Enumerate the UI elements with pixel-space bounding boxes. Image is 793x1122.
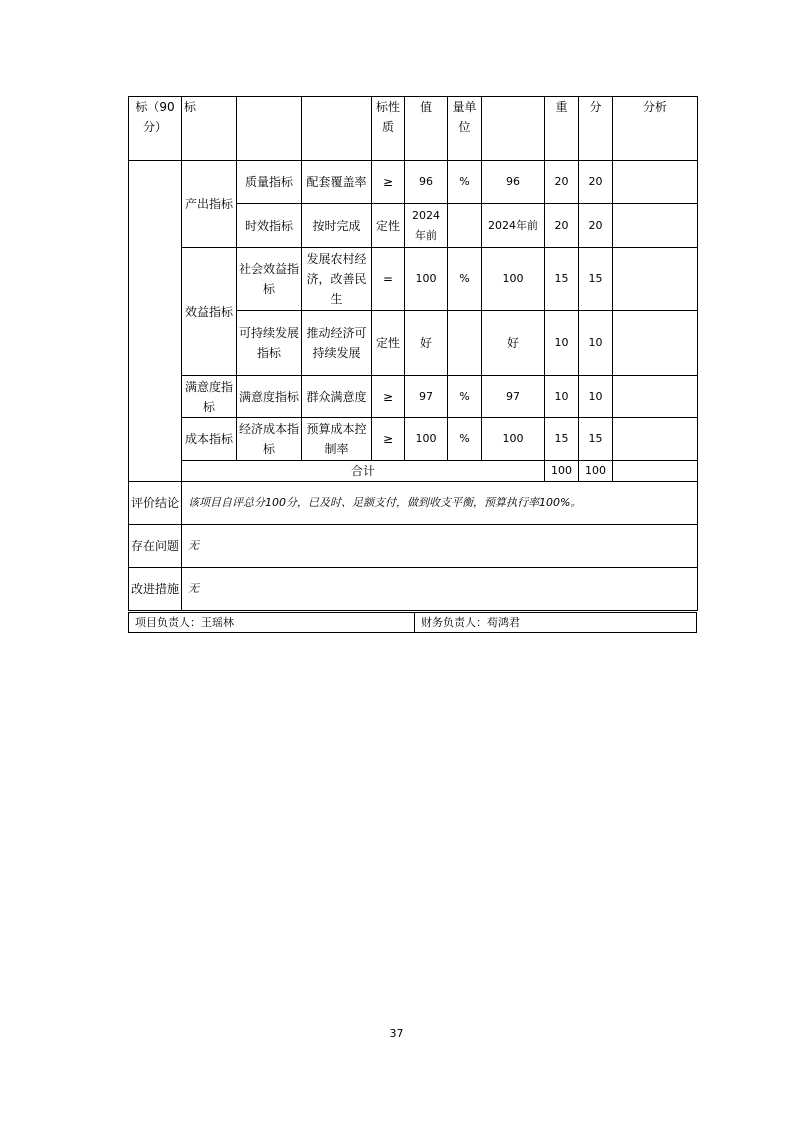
header-analysis-cell: 分析	[613, 97, 698, 161]
problems-text-cell: 无	[182, 525, 698, 568]
indicator-column-cell	[129, 161, 182, 482]
score-cell: 15	[579, 418, 613, 461]
analysis-cell	[613, 376, 698, 418]
sub-indicator-cell: 社会效益指标	[237, 248, 302, 311]
signature-table	[128, 612, 697, 633]
group-cost-cell: 成本指标	[182, 418, 237, 461]
total-label-cell: 合计	[182, 461, 545, 482]
actual-value-cell: 好	[482, 311, 545, 376]
table-row	[129, 248, 698, 311]
indicator-name-cell: 推动经济可持续发展	[302, 311, 372, 376]
target-value-cell: 96	[405, 161, 448, 204]
operator-cell: ≥	[372, 161, 405, 204]
analysis-cell	[613, 248, 698, 311]
header-row	[129, 97, 698, 161]
target-value-cell: 2024年前	[405, 204, 448, 248]
header-empty-cell	[302, 97, 372, 161]
target-value-cell: 97	[405, 376, 448, 418]
sub-indicator-cell: 时效指标	[237, 204, 302, 248]
header-score-cell: 分	[579, 97, 613, 161]
score-cell: 20	[579, 204, 613, 248]
actual-value-cell: 2024年前	[482, 204, 545, 248]
unit-cell: %	[448, 161, 482, 204]
header-value-cell: 值	[405, 97, 448, 161]
conclusion-label-cell: 评价结论	[129, 482, 182, 525]
analysis-cell	[613, 161, 698, 204]
unit-cell: %	[448, 418, 482, 461]
total-analysis-cell	[613, 461, 698, 482]
improvements-row	[129, 568, 698, 611]
analysis-cell	[613, 311, 698, 376]
header-sub-cell: 标	[182, 97, 237, 161]
header-nature-cell: 标性质	[372, 97, 405, 161]
operator-cell: =	[372, 248, 405, 311]
group-satisfaction-cell: 满意度指标	[182, 376, 237, 418]
score-cell: 20	[579, 161, 613, 204]
indicator-name-cell: 按时完成	[302, 204, 372, 248]
target-value-cell: 好	[405, 311, 448, 376]
weight-cell: 20	[545, 161, 579, 204]
actual-value-cell: 97	[482, 376, 545, 418]
indicator-name-cell: 配套覆盖率	[302, 161, 372, 204]
improvements-label-cell: 改进措施	[129, 568, 182, 611]
actual-value-cell: 100	[482, 418, 545, 461]
header-empty-cell	[237, 97, 302, 161]
total-weight-cell: 100	[545, 461, 579, 482]
performance-table	[128, 96, 698, 611]
finance-lead-cell: 财务负责人：苟鸿君	[415, 613, 697, 633]
unit-cell	[448, 311, 482, 376]
actual-value-cell: 96	[482, 161, 545, 204]
group-benefit-cell: 效益指标	[182, 248, 237, 376]
page-number: 37	[389, 1027, 404, 1040]
table-row	[129, 418, 698, 461]
header-indicator-cell: 标（90分）	[129, 97, 182, 161]
analysis-cell	[613, 418, 698, 461]
sub-indicator-cell: 满意度指标	[237, 376, 302, 418]
project-lead-cell: 项目负责人：王瑶林	[129, 613, 415, 633]
analysis-cell	[613, 204, 698, 248]
score-cell: 10	[579, 376, 613, 418]
indicator-name-cell: 发展农村经济，改善民生	[302, 248, 372, 311]
conclusion-text-cell: 该项目自评总分100分，已及时、足额支付，做到收支平衡，预算执行率100%。	[182, 482, 698, 525]
improvements-text-cell: 无	[182, 568, 698, 611]
total-score-cell: 100	[579, 461, 613, 482]
unit-cell	[448, 204, 482, 248]
sub-indicator-cell: 质量指标	[237, 161, 302, 204]
score-cell: 10	[579, 311, 613, 376]
table-row	[129, 376, 698, 418]
weight-cell: 10	[545, 311, 579, 376]
operator-cell: 定性	[372, 204, 405, 248]
sub-indicator-cell: 经济成本指标	[237, 418, 302, 461]
weight-cell: 20	[545, 204, 579, 248]
unit-cell: %	[448, 376, 482, 418]
conclusion-row	[129, 482, 698, 525]
group-output-cell: 产出指标	[182, 161, 237, 248]
indicator-name-cell: 群众满意度	[302, 376, 372, 418]
target-value-cell: 100	[405, 248, 448, 311]
problems-row	[129, 525, 698, 568]
indicator-name-cell: 预算成本控制率	[302, 418, 372, 461]
header-empty-cell	[482, 97, 545, 161]
operator-cell: ≥	[372, 376, 405, 418]
target-value-cell: 100	[405, 418, 448, 461]
total-row	[129, 461, 698, 482]
sub-indicator-cell: 可持续发展指标	[237, 311, 302, 376]
weight-cell: 10	[545, 376, 579, 418]
score-cell: 15	[579, 248, 613, 311]
operator-cell: ≥	[372, 418, 405, 461]
header-unit-cell: 量单位	[448, 97, 482, 161]
problems-label-cell: 存在问题	[129, 525, 182, 568]
actual-value-cell: 100	[482, 248, 545, 311]
unit-cell: %	[448, 248, 482, 311]
header-weight-cell: 重	[545, 97, 579, 161]
weight-cell: 15	[545, 418, 579, 461]
operator-cell: 定性	[372, 311, 405, 376]
weight-cell: 15	[545, 248, 579, 311]
table-row	[129, 161, 698, 204]
